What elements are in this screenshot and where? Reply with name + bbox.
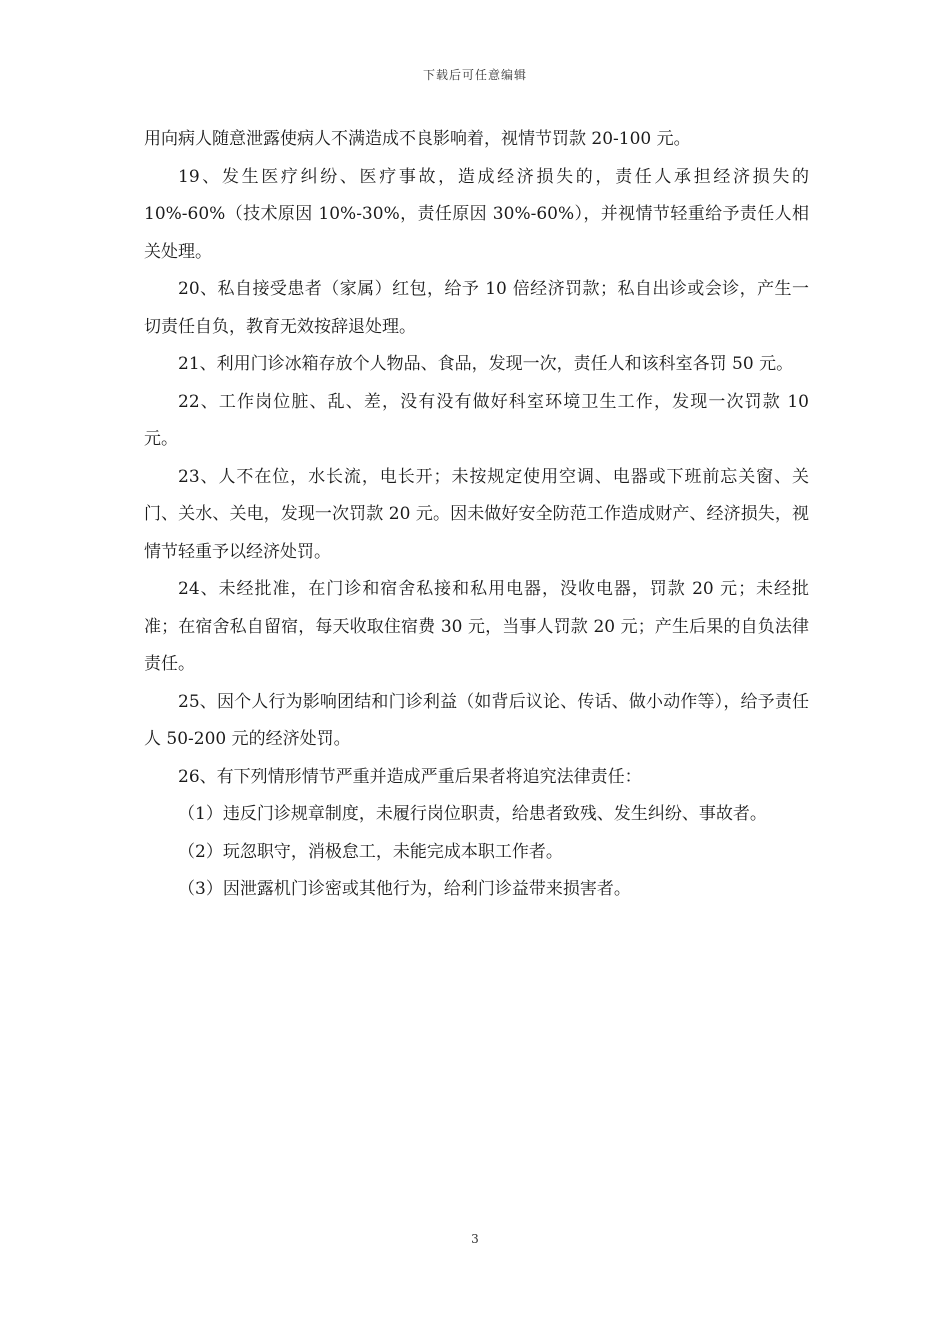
document-body [144,121,809,909]
paragraph-item-23: 23、人不在位，水长流，电长开；未按规定使用空调、电器或下班前忘关窗、关门、关水、关电，发现一次罚款 20 元。因未做好安全防范工作造成财产、经济损失，视情节轻重予以经济处罚。 [144,466,809,562]
paragraph-item-24: 24、未经批准，在门诊和宿舍私接和私用电器，没收电器，罚款 20 元；未经批准；在宿舍私自留宿，每天收取住宿费 30 元，当事人罚款 20 元；产生后果的自负法律责任。 [144,579,809,674]
page-header: 下载后可任意编辑 [422,68,527,82]
page-number: 3 [471,1232,479,1246]
paragraph-item-20: 20、私自接受患者（家属）红包，给予 10 倍经济罚款；私自出诊或会诊，产生一切责任自负，教育无效按辞退处理。 [144,279,809,337]
paragraph-continuation: 用向病人随意泄露使病人不满造成不良影响着，视情节罚款 20-100 元。 [144,129,691,149]
paragraph-item-25: 25、因个人行为影响团结和门诊利益（如背后议论、传话、做小动作等），给予责任人 50-200 元的经济处罚。 [144,691,809,749]
paragraph-item-22: 22、工作岗位脏、乱、差，没有没有做好科室环境卫生工作，发现一次罚款 10 元。 [144,391,809,449]
sub-item-3: （3）因泄露机门诊密或其他行为，给利门诊益带来损害者。 [178,879,631,899]
paragraph-item-26: 26、有下列情形情节严重并造成严重后果者将追究法律责任： [178,766,642,787]
paragraph-item-19: 19、发生医疗纠纷、医疗事故，造成经济损失的，责任人承担经济损失的 10%-60%（技术原因 10%-30%，责任原因 30%-60%），并视情节轻重给予责任人相关处理。 [144,166,809,262]
paragraph-item-21: 21、利用门诊冰箱存放个人物品、食品，发现一次，责任人和该科室各罚 50 元。 [178,354,794,374]
sub-item-1: （1）违反门诊规章制度，未履行岗位职责，给患者致残、发生纠纷、事故者。 [178,804,767,824]
sub-item-2: （2）玩忽职守，消极怠工，未能完成本职工作者。 [178,841,563,862]
